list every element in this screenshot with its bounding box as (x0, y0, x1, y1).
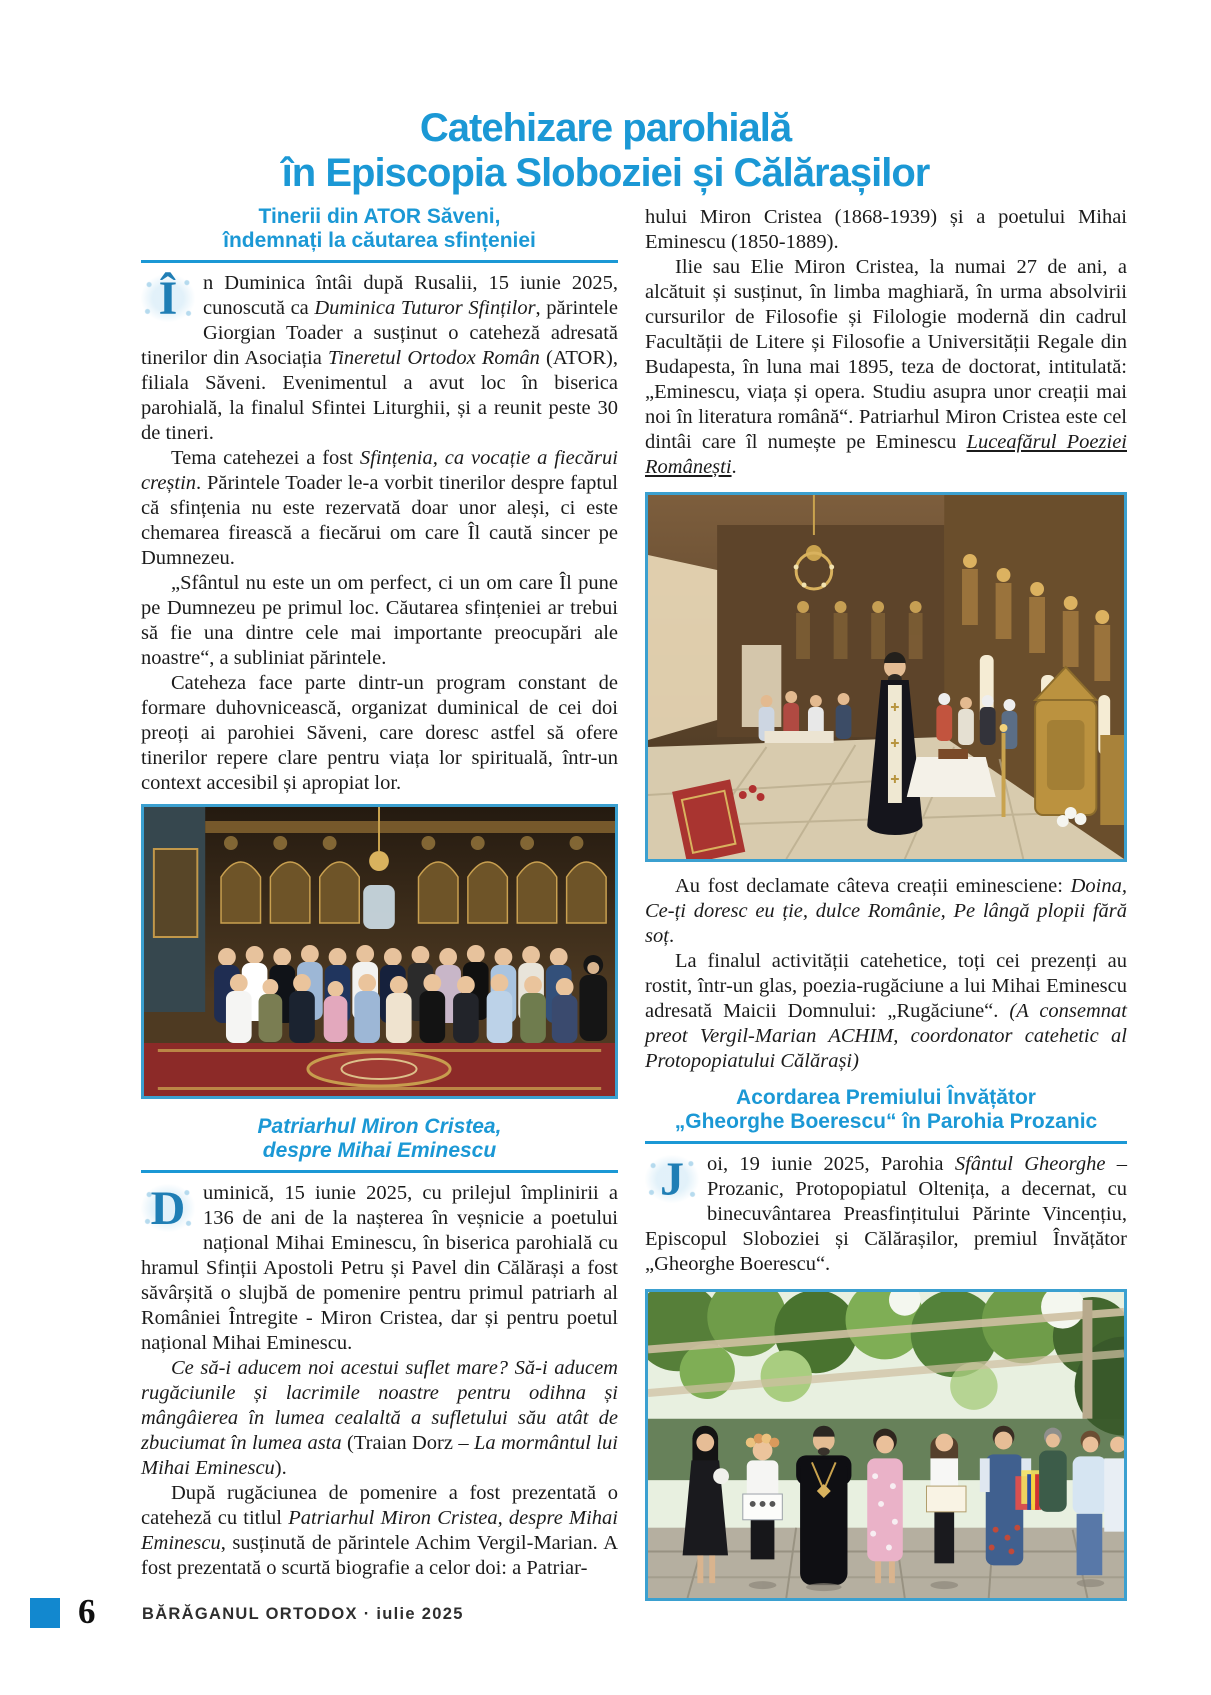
paragraph: hului Miron Cristea (1868-1939) și a poetului Mihai Eminescu (1850-1889). (645, 206, 1127, 253)
paragraph: Ce să-i aducem noi acestui suflet mare? Să-i aducem rugăciunile și lacrimile noastre pentru odihna și mângâierea în lumea cealaltă a sufletului său atât de zbuciumat în lumea asta (Traian Dorz – La mormântul lui Mihai Eminescu). (141, 1357, 618, 1479)
heading-article-boerescu (645, 1086, 1127, 1134)
paragraph: La finalul activității catehetice, toți cei prezenți au rostit, într-un glas, poezia-rugăciune a lui Mihai Eminescu adresată Maicii Domnului: „Rugăciune“. (A consemnat preot Vergil-Marian ACHIM, coordonator catehetic al Protopopiatului Călărași) (645, 950, 1128, 1072)
footer-accent-square (30, 1598, 60, 1628)
paragraph: J oi, 19 iunie 2025, Parohia Sfântul Gheorghe – Prozanic, Protopopiatul Oltenița, a decernat, cu binecuvântarea Preasfințitului Părinte Vincențiu, Episcopul Sloboziei și Călărașilor, premiul Învățător „Gheorghe Boerescu“. (645, 1153, 1128, 1275)
paragraph: Ilie sau Elie Miron Cristea, la numai 27 de ani, a alcătuit și susținut, în limba maghiară, în urma absolvirii cursurilor de Filosofie și Filologie modernă din cadrul Facultății de Litere și Filosofie a Universității Regale din Budapesta, în luna mai 1895, teza de doctorat, intitulată: „Eminescu, viața și opera. Studiu asupra unor creații mai noi în literatura română“. Patriarhul Miron Cristea este cel dintâi care îl numește pe Eminescu Luceafărul Poeziei Românești. (645, 256, 1127, 478)
page-title-line1: Catehizare parohială (419, 106, 792, 150)
heading-article-boerescu-line2: „Gheorghe Boerescu“ în Parohia Prozanic (674, 1110, 1098, 1133)
memorial-table (907, 757, 996, 797)
heading-article-boerescu-line1: Acordarea Premiului Învățător (736, 1086, 1036, 1109)
page-title-line2: în Episcopia Sloboziei și Călărașilor (281, 151, 930, 195)
paragraph: Cateheza face parte dintr-un program constant de formare duhovnicească, organizat duminical de cei doi preoți ai parohiei Săveni, care doresc astfel să ofere tinerilor repere clare pentru viața lor spirituală, într-un context accesibil și apropiat lor. (141, 672, 618, 794)
paragraph: Tema catehezei a fost Sfințenia, ca vocație a fiecărui creștin. Părintele Toader le-a vorbit tinerilor despre faptul că sfințenia nu este rezervată doar unor aleși, ci este chemarea firească a fiecărui om care Îl caută sincer pe Dumnezeu. (141, 447, 618, 569)
heading-article-ator-line1: Tinerii din ATOR Săveni, (258, 205, 501, 228)
dropcap-ornate-initial: D (141, 1184, 195, 1232)
paragraph: „Sfântul nu este un om perfect, ci un om care Îl pune pe Dumnezeu pe primul loc. Căutarea sfințeniei ar trebui să fie una dintre cele mai importante preocupări ale noastre“, a subliniat părintele. (141, 572, 618, 669)
paragraph: După rugăciunea de pomenire a fost prezentată o cateheză cu titlul Patriarhul Miron Cristea, despre Mihai Eminescu, susținută de părintele Achim Vergil-Marian. A fost prezentată o scurtă biografie a celor doi: a Patriar- (141, 1482, 618, 1579)
heading-article-cristea (141, 1115, 618, 1163)
heading-rule (141, 260, 618, 263)
heading-article-ator (141, 205, 618, 253)
heading-article-cristea-line2: despre Mihai Eminescu (262, 1139, 497, 1162)
dropcap-ornate-initial: Î (141, 274, 195, 322)
ator-group-church-photo (141, 804, 618, 1099)
heading-rule (141, 1170, 618, 1173)
paragraph: Au fost declamate câteva creații eminesciene: Doina, Ce-ți doresc eu ție, dulce Românie, Pe lângă plopii fără soț. (645, 875, 1127, 947)
page-title (0, 106, 1211, 196)
heading-article-ator-line2: îndemnați la căutarea sfințeniei (223, 229, 536, 252)
paragraph: Î n Duminica întâi după Rusalii, 15 iunie 2025, cunoscută ca Duminica Tuturor Sfinților, părintele Giorgian Toader a susținut o cateheză adresată tinerilor din Asociația Tineretul Ortodox Român (ATOR), filiala Săveni. Evenimentul a avut loc în biserica parohială, la finalul Sfintei Liturghii, și a reunit peste 30 de tineri. (141, 272, 618, 444)
left-column (141, 205, 618, 1581)
paragraph: D uminică, 15 iunie 2025, cu prilejul împlinirii a 136 de ani de la nașterea în veșnicie a poetului național Mihai Eminescu, în biserica parohială cu hramul Sfinții Apostoli Petru și Pavel din Călărași a fost săvârșită o slujbă de pomenire pentru primul patriarh al României Întregite - Miron Cristea, dar și pentru poetul național Mihai Eminescu. (141, 1182, 618, 1354)
church-interior-service-photo (645, 492, 1127, 862)
dropcap-ornate-initial: J (645, 1155, 699, 1203)
page-number: 6 (78, 1592, 96, 1631)
heading-article-cristea-line1: Patriarhul Miron Cristea, (257, 1115, 502, 1138)
publication-name-and-date: BĂRĂGANUL ORTODOX · iulie 2025 (142, 1605, 464, 1623)
heading-rule (645, 1141, 1127, 1144)
red-carpet (144, 1043, 615, 1096)
right-column (645, 205, 1127, 1601)
award-group-outdoor-photo (645, 1289, 1127, 1601)
